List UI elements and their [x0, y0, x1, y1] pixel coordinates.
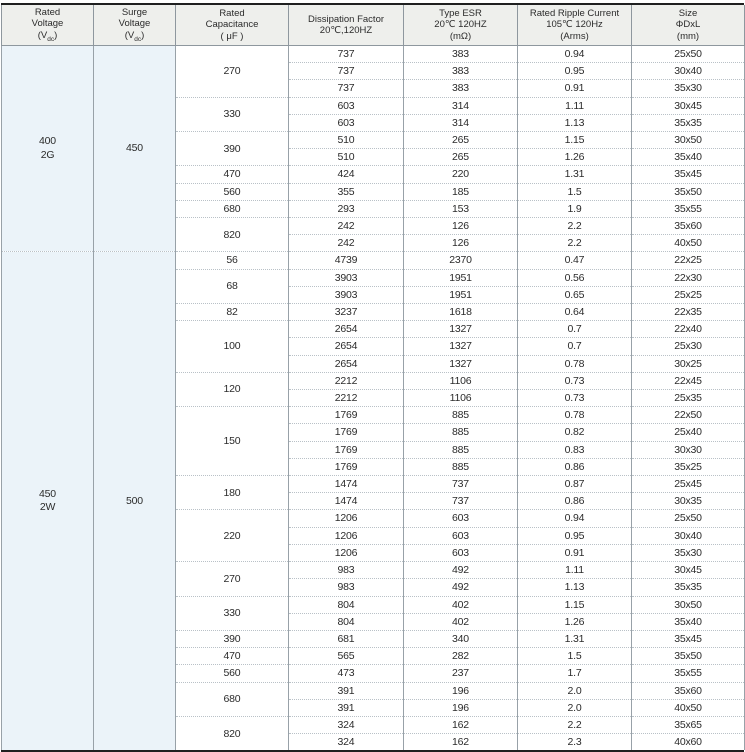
- header-line: Rated: [34, 6, 61, 18]
- esr-cell: 603: [404, 544, 518, 561]
- esr-cell: 314: [404, 114, 518, 131]
- table-header: [2, 5, 745, 46]
- size-cell: 25x45: [632, 476, 745, 493]
- esr-cell: 402: [404, 596, 518, 613]
- esr-cell: 1618: [404, 304, 518, 321]
- col-header-size: [632, 5, 745, 46]
- spec-table-container: [1, 3, 744, 752]
- rated-voltage-cell: [2, 252, 94, 750]
- dissipation-cell: 737: [289, 63, 404, 80]
- ripple-current-cell: 2.0: [518, 699, 632, 716]
- surge-voltage-cell: 500: [94, 252, 176, 750]
- capacitance-cell: 560: [176, 665, 289, 682]
- ripple-current-cell: 1.31: [518, 630, 632, 647]
- esr-cell: 162: [404, 734, 518, 751]
- dissipation-cell: 4739: [289, 252, 404, 269]
- size-cell: 22x35: [632, 304, 745, 321]
- esr-cell: 265: [404, 149, 518, 166]
- size-cell: 40x50: [632, 235, 745, 252]
- dissipation-cell: 391: [289, 699, 404, 716]
- dissipation-cell: 681: [289, 630, 404, 647]
- esr-cell: 282: [404, 648, 518, 665]
- capacitance-cell: 100: [176, 321, 289, 373]
- size-cell: 35x35: [632, 114, 745, 131]
- size-cell: 22x50: [632, 407, 745, 424]
- size-cell: 30x40: [632, 527, 745, 544]
- esr-cell: 1327: [404, 355, 518, 372]
- esr-cell: 1106: [404, 390, 518, 407]
- esr-cell: 196: [404, 682, 518, 699]
- size-cell: 25x50: [632, 46, 745, 63]
- size-cell: 22x45: [632, 372, 745, 389]
- capacitance-cell: 82: [176, 304, 289, 321]
- size-cell: 25x40: [632, 424, 745, 441]
- ripple-current-cell: 0.86: [518, 493, 632, 510]
- size-cell: 35x40: [632, 149, 745, 166]
- ripple-current-cell: 2.0: [518, 682, 632, 699]
- esr-cell: 603: [404, 527, 518, 544]
- capacitance-cell: 470: [176, 166, 289, 183]
- ripple-current-cell: 1.13: [518, 579, 632, 596]
- size-cell: 35x50: [632, 183, 745, 200]
- size-cell: 22x25: [632, 252, 745, 269]
- capacitance-cell: 120: [176, 372, 289, 406]
- ripple-current-cell: 0.78: [518, 355, 632, 372]
- size-cell: 35x60: [632, 218, 745, 235]
- ripple-current-cell: 2.2: [518, 218, 632, 235]
- ripple-current-cell: 0.82: [518, 424, 632, 441]
- dissipation-cell: 391: [289, 682, 404, 699]
- size-cell: 30x45: [632, 562, 745, 579]
- ripple-current-cell: 0.73: [518, 372, 632, 389]
- dissipation-cell: 2212: [289, 390, 404, 407]
- size-cell: 40x50: [632, 699, 745, 716]
- dissipation-cell: 324: [289, 734, 404, 751]
- header-unit: ( μF ): [220, 30, 244, 42]
- dissipation-cell: 293: [289, 200, 404, 217]
- ripple-current-cell: 0.7: [518, 321, 632, 338]
- ripple-current-cell: 0.73: [518, 390, 632, 407]
- dissipation-cell: 1206: [289, 544, 404, 561]
- size-cell: 25x35: [632, 390, 745, 407]
- size-cell: 35x30: [632, 544, 745, 561]
- ripple-current-cell: 0.64: [518, 304, 632, 321]
- ripple-current-cell: 0.7: [518, 338, 632, 355]
- rated-voltage-cell: [2, 46, 94, 252]
- size-cell: 30x30: [632, 441, 745, 458]
- size-cell: 35x55: [632, 200, 745, 217]
- dissipation-cell: 1206: [289, 510, 404, 527]
- header-line: Size: [678, 7, 698, 19]
- header-unit: (mm): [676, 30, 700, 42]
- esr-cell: 885: [404, 441, 518, 458]
- dissipation-cell: 1206: [289, 527, 404, 544]
- dissipation-cell: 473: [289, 665, 404, 682]
- size-cell: 40x60: [632, 734, 745, 751]
- esr-cell: 492: [404, 562, 518, 579]
- capacitance-cell: 150: [176, 407, 289, 476]
- capacitance-cell: 390: [176, 630, 289, 647]
- dissipation-cell: 1474: [289, 493, 404, 510]
- ripple-current-cell: 0.83: [518, 441, 632, 458]
- esr-cell: 1951: [404, 286, 518, 303]
- col-header-rated-voltage: [2, 5, 94, 46]
- dissipation-cell: 565: [289, 648, 404, 665]
- spec-table-body: [2, 46, 745, 751]
- ripple-current-cell: 0.78: [518, 407, 632, 424]
- ripple-current-cell: 2.2: [518, 716, 632, 733]
- capacitor-spec-table: [1, 5, 745, 750]
- rated-voltage-value: 400: [39, 135, 56, 148]
- header-unit: (Arms): [560, 30, 589, 42]
- dissipation-cell: 510: [289, 132, 404, 149]
- header-line: Rated Ripple Current: [529, 7, 620, 19]
- esr-cell: 1327: [404, 321, 518, 338]
- capacitance-cell: 270: [176, 562, 289, 596]
- dissipation-cell: 1769: [289, 441, 404, 458]
- size-cell: 30x40: [632, 63, 745, 80]
- size-cell: 35x40: [632, 613, 745, 630]
- esr-cell: 885: [404, 407, 518, 424]
- header-line: 105℃ 120Hz: [546, 19, 603, 31]
- header-line: Type ESR: [439, 7, 482, 19]
- ripple-current-cell: 1.9: [518, 200, 632, 217]
- size-cell: 22x40: [632, 321, 745, 338]
- capacitance-cell: 820: [176, 716, 289, 750]
- voltage-code: 2G: [40, 148, 55, 161]
- size-cell: 35x55: [632, 665, 745, 682]
- ripple-current-cell: 0.94: [518, 510, 632, 527]
- size-cell: 22x30: [632, 269, 745, 286]
- capacitance-cell: 680: [176, 682, 289, 716]
- capacitance-cell: 68: [176, 269, 289, 303]
- ripple-current-cell: 0.95: [518, 63, 632, 80]
- size-cell: 30x25: [632, 355, 745, 372]
- ripple-current-cell: 1.7: [518, 665, 632, 682]
- esr-cell: 237: [404, 665, 518, 682]
- capacitance-cell: 330: [176, 596, 289, 630]
- dissipation-cell: 3237: [289, 304, 404, 321]
- esr-cell: 126: [404, 235, 518, 252]
- dissipation-cell: 324: [289, 716, 404, 733]
- ripple-current-cell: 1.11: [518, 97, 632, 114]
- esr-cell: 737: [404, 493, 518, 510]
- esr-cell: 220: [404, 166, 518, 183]
- ripple-current-cell: 0.91: [518, 80, 632, 97]
- dissipation-cell: 424: [289, 166, 404, 183]
- esr-cell: 265: [404, 132, 518, 149]
- dissipation-cell: 1769: [289, 458, 404, 475]
- rated-voltage-value: 450: [39, 487, 56, 500]
- size-cell: 25x30: [632, 338, 745, 355]
- header-line: ΦDxL: [675, 19, 701, 31]
- ripple-current-cell: 1.13: [518, 114, 632, 131]
- header-line: Capacitance: [205, 19, 259, 31]
- dissipation-cell: 242: [289, 235, 404, 252]
- table-row: [2, 252, 745, 269]
- ripple-current-cell: 0.95: [518, 527, 632, 544]
- size-cell: 35x25: [632, 458, 745, 475]
- col-header-ripple-current: [518, 5, 632, 46]
- dissipation-cell: 737: [289, 80, 404, 97]
- esr-cell: 402: [404, 613, 518, 630]
- ripple-current-cell: 1.5: [518, 648, 632, 665]
- size-cell: 35x45: [632, 166, 745, 183]
- capacitance-cell: 56: [176, 252, 289, 269]
- ripple-current-cell: 0.94: [518, 46, 632, 63]
- header-line: Rated: [219, 7, 245, 19]
- capacitance-cell: 330: [176, 97, 289, 131]
- ripple-current-cell: 0.47: [518, 252, 632, 269]
- dissipation-cell: 737: [289, 46, 404, 63]
- dissipation-cell: 983: [289, 562, 404, 579]
- esr-cell: 885: [404, 424, 518, 441]
- ripple-current-cell: 1.15: [518, 596, 632, 613]
- esr-cell: 196: [404, 699, 518, 716]
- ripple-current-cell: 1.31: [518, 166, 632, 183]
- dissipation-cell: 1769: [289, 407, 404, 424]
- dissipation-cell: 3903: [289, 286, 404, 303]
- ripple-current-cell: 1.11: [518, 562, 632, 579]
- size-cell: 35x35: [632, 579, 745, 596]
- dissipation-cell: 2212: [289, 372, 404, 389]
- ripple-current-cell: 2.3: [518, 734, 632, 751]
- ripple-current-cell: 1.15: [518, 132, 632, 149]
- esr-cell: 383: [404, 80, 518, 97]
- header-line: 20℃,120HZ: [319, 25, 373, 36]
- ripple-current-cell: 0.91: [518, 544, 632, 561]
- header-unit: (mΩ): [449, 30, 472, 42]
- esr-cell: 383: [404, 46, 518, 63]
- esr-cell: 153: [404, 200, 518, 217]
- dissipation-cell: 1474: [289, 476, 404, 493]
- esr-cell: 885: [404, 458, 518, 475]
- dissipation-cell: 355: [289, 183, 404, 200]
- capacitance-cell: 560: [176, 183, 289, 200]
- header-line: Surge: [121, 6, 148, 18]
- esr-cell: 1327: [404, 338, 518, 355]
- size-cell: 35x45: [632, 630, 745, 647]
- col-header-capacitance: [176, 5, 289, 46]
- capacitance-cell: 220: [176, 510, 289, 562]
- ripple-current-cell: 0.65: [518, 286, 632, 303]
- ripple-current-cell: 2.2: [518, 235, 632, 252]
- header-unit: $(V_{dc})$: [37, 29, 58, 43]
- col-header-surge-voltage: [94, 5, 176, 46]
- header-row: [2, 5, 745, 46]
- capacitance-cell: 270: [176, 46, 289, 98]
- header-line: 20℃ 120HZ: [434, 19, 487, 31]
- header-line: Voltage: [31, 18, 64, 30]
- ripple-current-cell: 0.56: [518, 269, 632, 286]
- ripple-current-cell: 1.26: [518, 613, 632, 630]
- size-cell: 25x25: [632, 286, 745, 303]
- size-cell: 35x30: [632, 80, 745, 97]
- capacitance-cell: 680: [176, 200, 289, 217]
- dissipation-cell: 1769: [289, 424, 404, 441]
- ripple-current-cell: 1.5: [518, 183, 632, 200]
- dissipation-cell: 804: [289, 596, 404, 613]
- capacitance-cell: 820: [176, 218, 289, 252]
- esr-cell: 1106: [404, 372, 518, 389]
- header-unit: $(V_{dc})$: [124, 29, 145, 43]
- esr-cell: 340: [404, 630, 518, 647]
- size-cell: 30x50: [632, 132, 745, 149]
- esr-cell: 737: [404, 476, 518, 493]
- dissipation-cell: 983: [289, 579, 404, 596]
- esr-cell: 185: [404, 183, 518, 200]
- header-line: Voltage: [118, 18, 151, 30]
- esr-cell: 2370: [404, 252, 518, 269]
- ripple-current-cell: 1.26: [518, 149, 632, 166]
- esr-cell: 492: [404, 579, 518, 596]
- esr-cell: 314: [404, 97, 518, 114]
- dissipation-cell: 2654: [289, 338, 404, 355]
- col-header-dissipation-factor: [289, 5, 404, 46]
- size-cell: 30x45: [632, 97, 745, 114]
- size-cell: 35x50: [632, 648, 745, 665]
- size-cell: 35x65: [632, 716, 745, 733]
- ripple-current-cell: 0.87: [518, 476, 632, 493]
- ripple-current-cell: 0.86: [518, 458, 632, 475]
- capacitance-cell: 180: [176, 476, 289, 510]
- dissipation-cell: 603: [289, 97, 404, 114]
- dissipation-cell: 2654: [289, 321, 404, 338]
- capacitance-cell: 390: [176, 132, 289, 166]
- dissipation-cell: 2654: [289, 355, 404, 372]
- col-header-type-esr: [404, 5, 518, 46]
- dissipation-cell: 603: [289, 114, 404, 131]
- dissipation-cell: 242: [289, 218, 404, 235]
- table-row: [2, 46, 745, 63]
- header-line: Dissipation Factor: [307, 13, 385, 25]
- voltage-code: 2W: [39, 501, 56, 514]
- size-cell: 35x60: [632, 682, 745, 699]
- capacitance-cell: 470: [176, 648, 289, 665]
- size-cell: 30x35: [632, 493, 745, 510]
- esr-cell: 1951: [404, 269, 518, 286]
- size-cell: 25x50: [632, 510, 745, 527]
- esr-cell: 383: [404, 63, 518, 80]
- dissipation-cell: 510: [289, 149, 404, 166]
- dissipation-cell: 804: [289, 613, 404, 630]
- size-cell: 30x50: [632, 596, 745, 613]
- esr-cell: 162: [404, 716, 518, 733]
- dissipation-cell: 3903: [289, 269, 404, 286]
- esr-cell: 126: [404, 218, 518, 235]
- esr-cell: 603: [404, 510, 518, 527]
- surge-voltage-cell: 450: [94, 46, 176, 252]
